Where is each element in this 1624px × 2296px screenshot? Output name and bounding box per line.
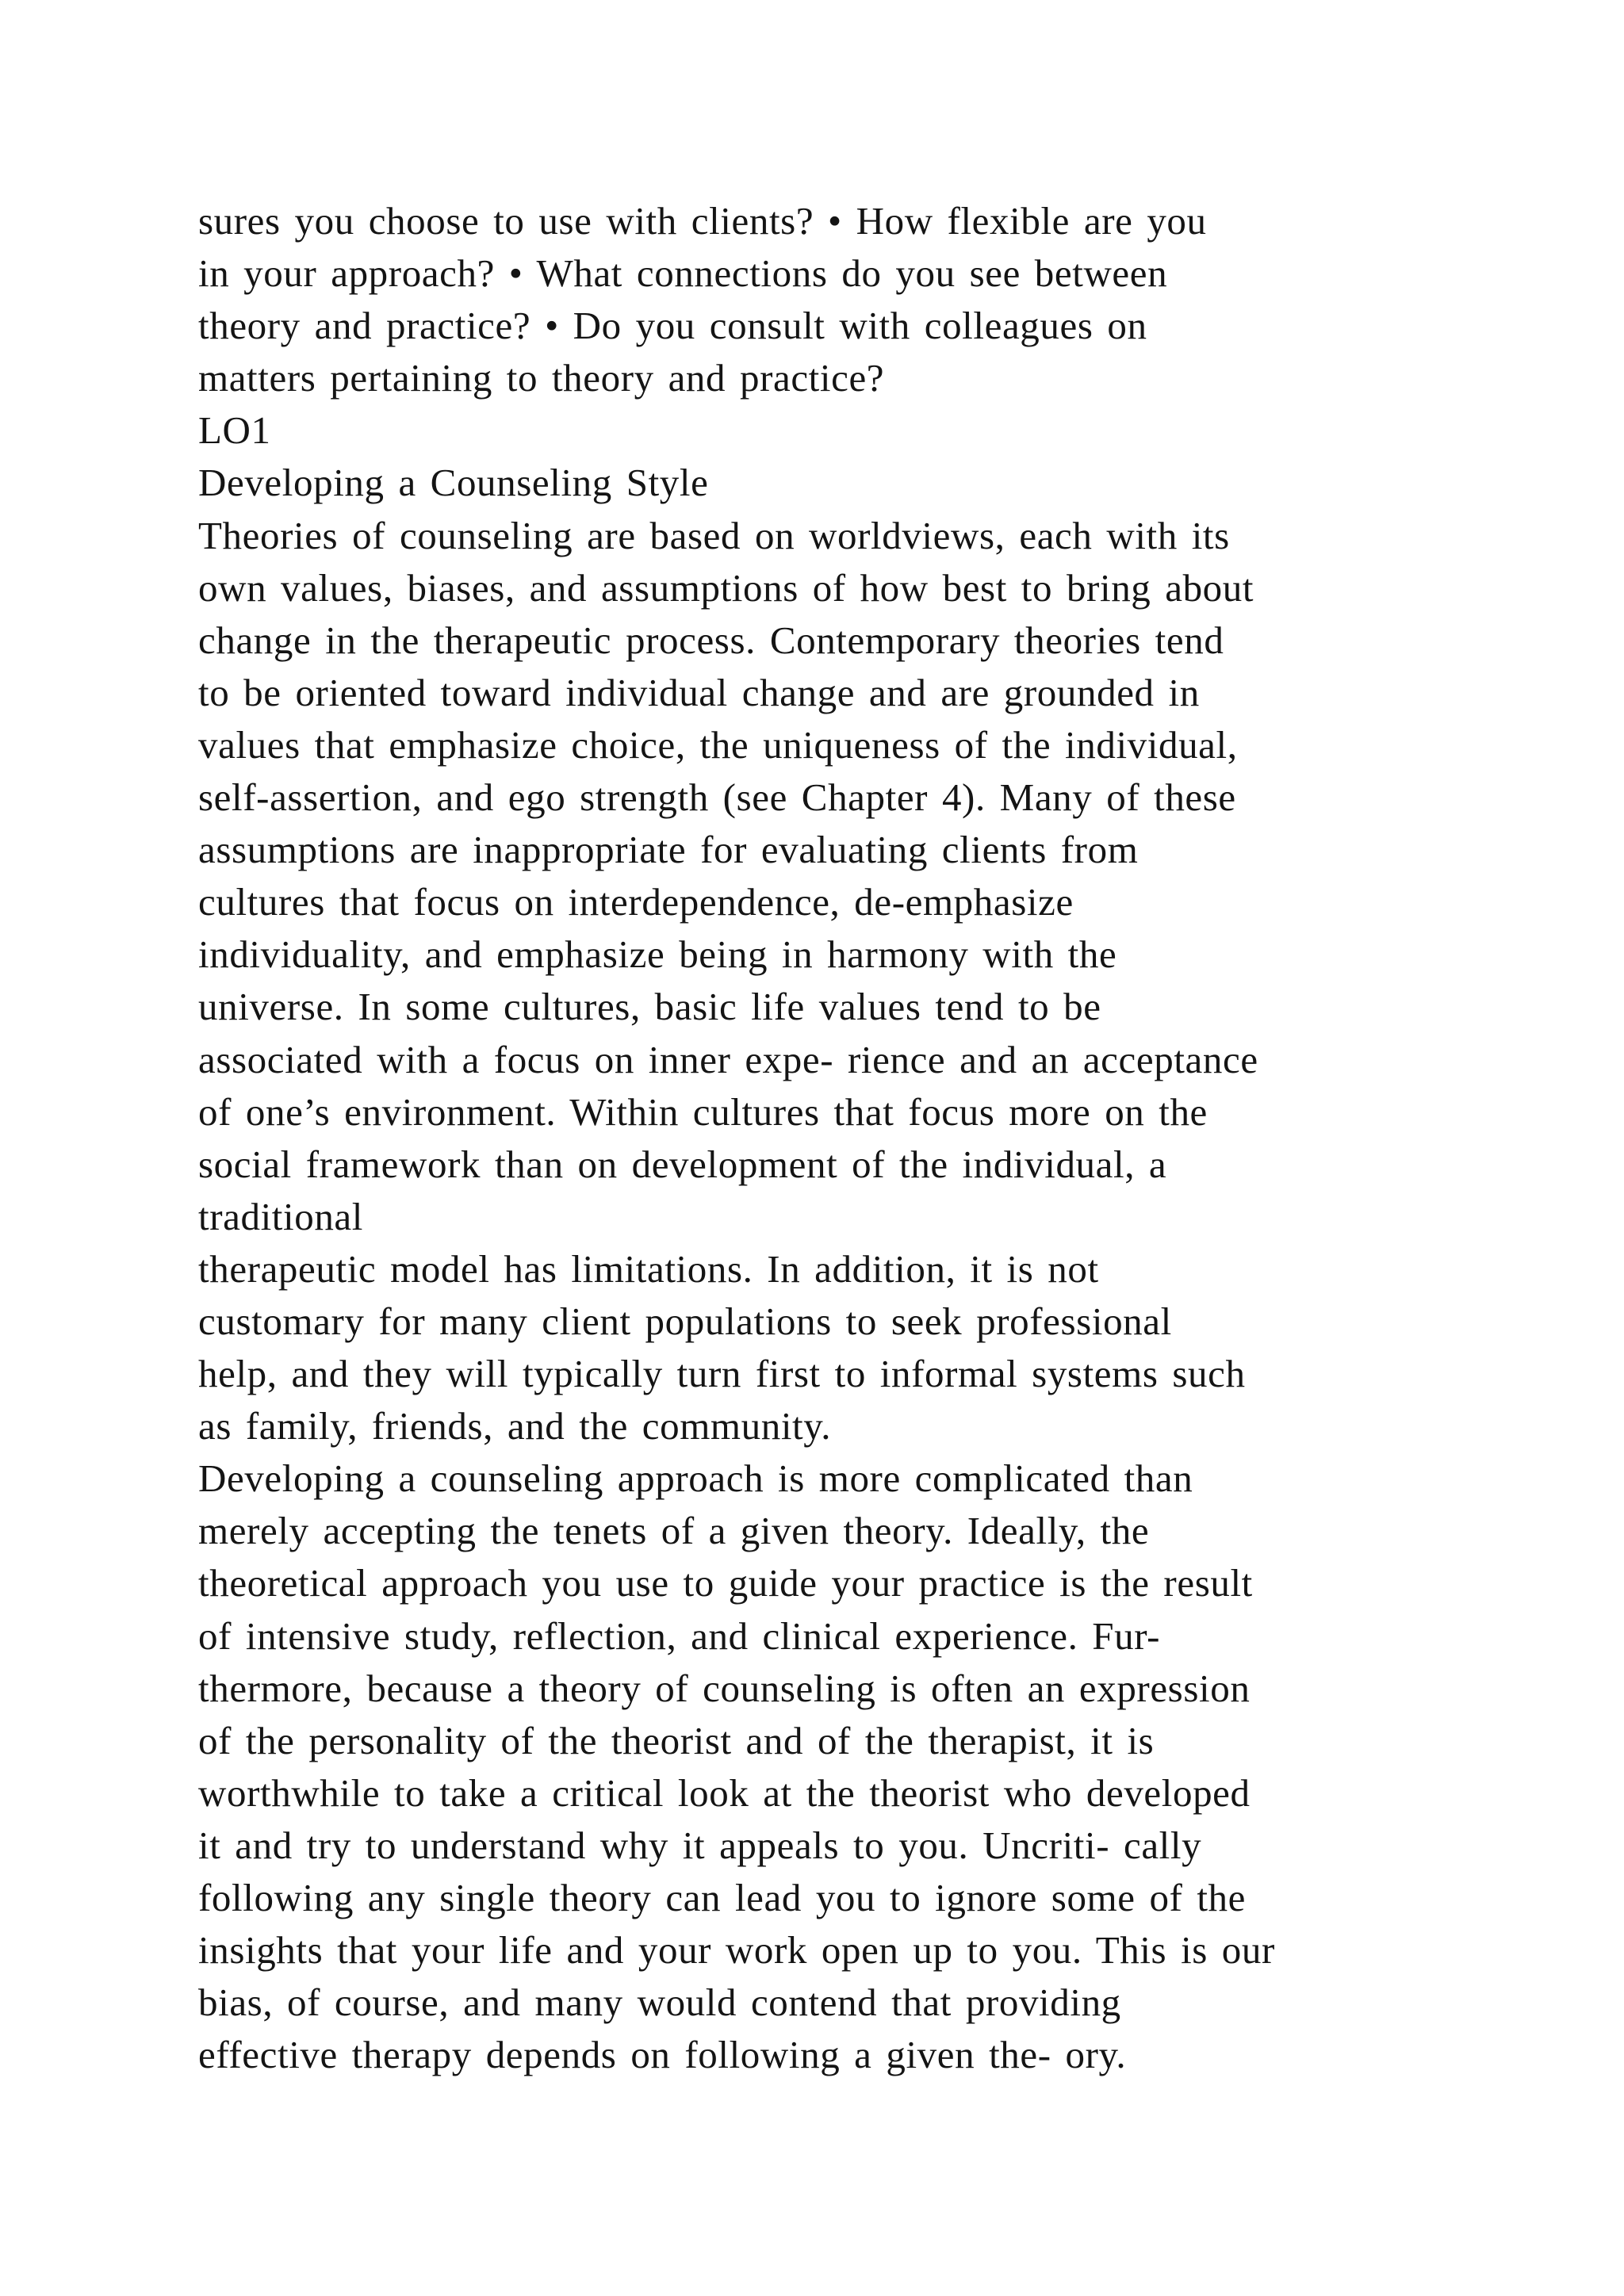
text-line: values that emphasize choice, the uniqueness of the individual,	[198, 722, 1238, 767]
text-line: insights that your life and your work open up to you. This is our	[198, 1928, 1275, 1973]
text-line: thermore, because a theory of counseling is often an expression	[198, 1666, 1251, 1710]
text-line: Theories of counseling are based on worldviews, each with its	[198, 513, 1230, 557]
text-line: sures you choose to use with clients? • How flexible are you	[198, 199, 1207, 243]
body-text	[198, 195, 1451, 2081]
text-line: help, and they will typically turn first to informal systems such	[198, 1352, 1246, 1396]
text-line: following any single theory can lead you to ignore some of the	[198, 1876, 1246, 1919]
text-line: change in the therapeutic process. Contemporary theories tend	[198, 618, 1224, 662]
text-line: in your approach? • What connections do you see between	[198, 251, 1168, 296]
section-label: LO1	[198, 408, 271, 453]
section-heading: Developing a Counseling Style	[198, 461, 709, 505]
text-line: effective therapy depends on following a given the- ory.	[198, 2033, 1127, 2077]
text-line: Developing a counseling approach is more complicated than	[198, 1456, 1193, 1501]
text-line: as family, friends, and the community.	[198, 1404, 832, 1448]
text-line: matters pertaining to theory and practice?	[198, 356, 885, 400]
text-line: traditional	[198, 1194, 363, 1238]
text-line: of one’s environment. Within cultures that focus more on the	[198, 1089, 1208, 1134]
text-line: individuality, and emphasize being in harmony with the	[198, 932, 1117, 977]
text-line: to be oriented toward individual change and are grounded in	[198, 670, 1200, 714]
text-line: bias, of course, and many would contend that providing	[198, 1980, 1121, 2025]
text-line: of intensive study, reflection, and clinical experience. Fur-	[198, 1613, 1161, 1658]
text-line: self-assertion, and ego strength (see Chapter 4). Many of these	[198, 775, 1236, 820]
text-line: own values, biases, and assumptions of how best to bring about	[198, 565, 1254, 610]
text-line: assumptions are inappropriate for evaluating clients from	[198, 828, 1139, 872]
text-line: associated with a focus on inner expe- rience and an acceptance	[198, 1037, 1258, 1081]
text-line: social framework than on development of the individual, a	[198, 1142, 1167, 1186]
text-line: therapeutic model has limitations. In addition, it is not	[198, 1246, 1099, 1291]
text-line: merely accepting the tenets of a given theory. Ideally, the	[198, 1509, 1150, 1553]
text-line: universe. In some cultures, basic life values tend to be	[198, 985, 1101, 1029]
text-line: cultures that focus on interdependence, de-emphasize	[198, 880, 1074, 924]
text-line: of the personality of the theorist and of the therapist, it is	[198, 1718, 1155, 1762]
text-line: worthwhile to take a critical look at the theorist who developed	[198, 1770, 1251, 1815]
text-line: theory and practice? • Do you consult with colleagues on	[198, 304, 1147, 348]
text-line: theoretical approach you use to guide your practice is the result	[198, 1561, 1253, 1605]
text-line: it and try to understand why it appeals to you. Uncriti- cally	[198, 1823, 1202, 1867]
text-line: customary for many client populations to seek professional	[198, 1299, 1172, 1343]
